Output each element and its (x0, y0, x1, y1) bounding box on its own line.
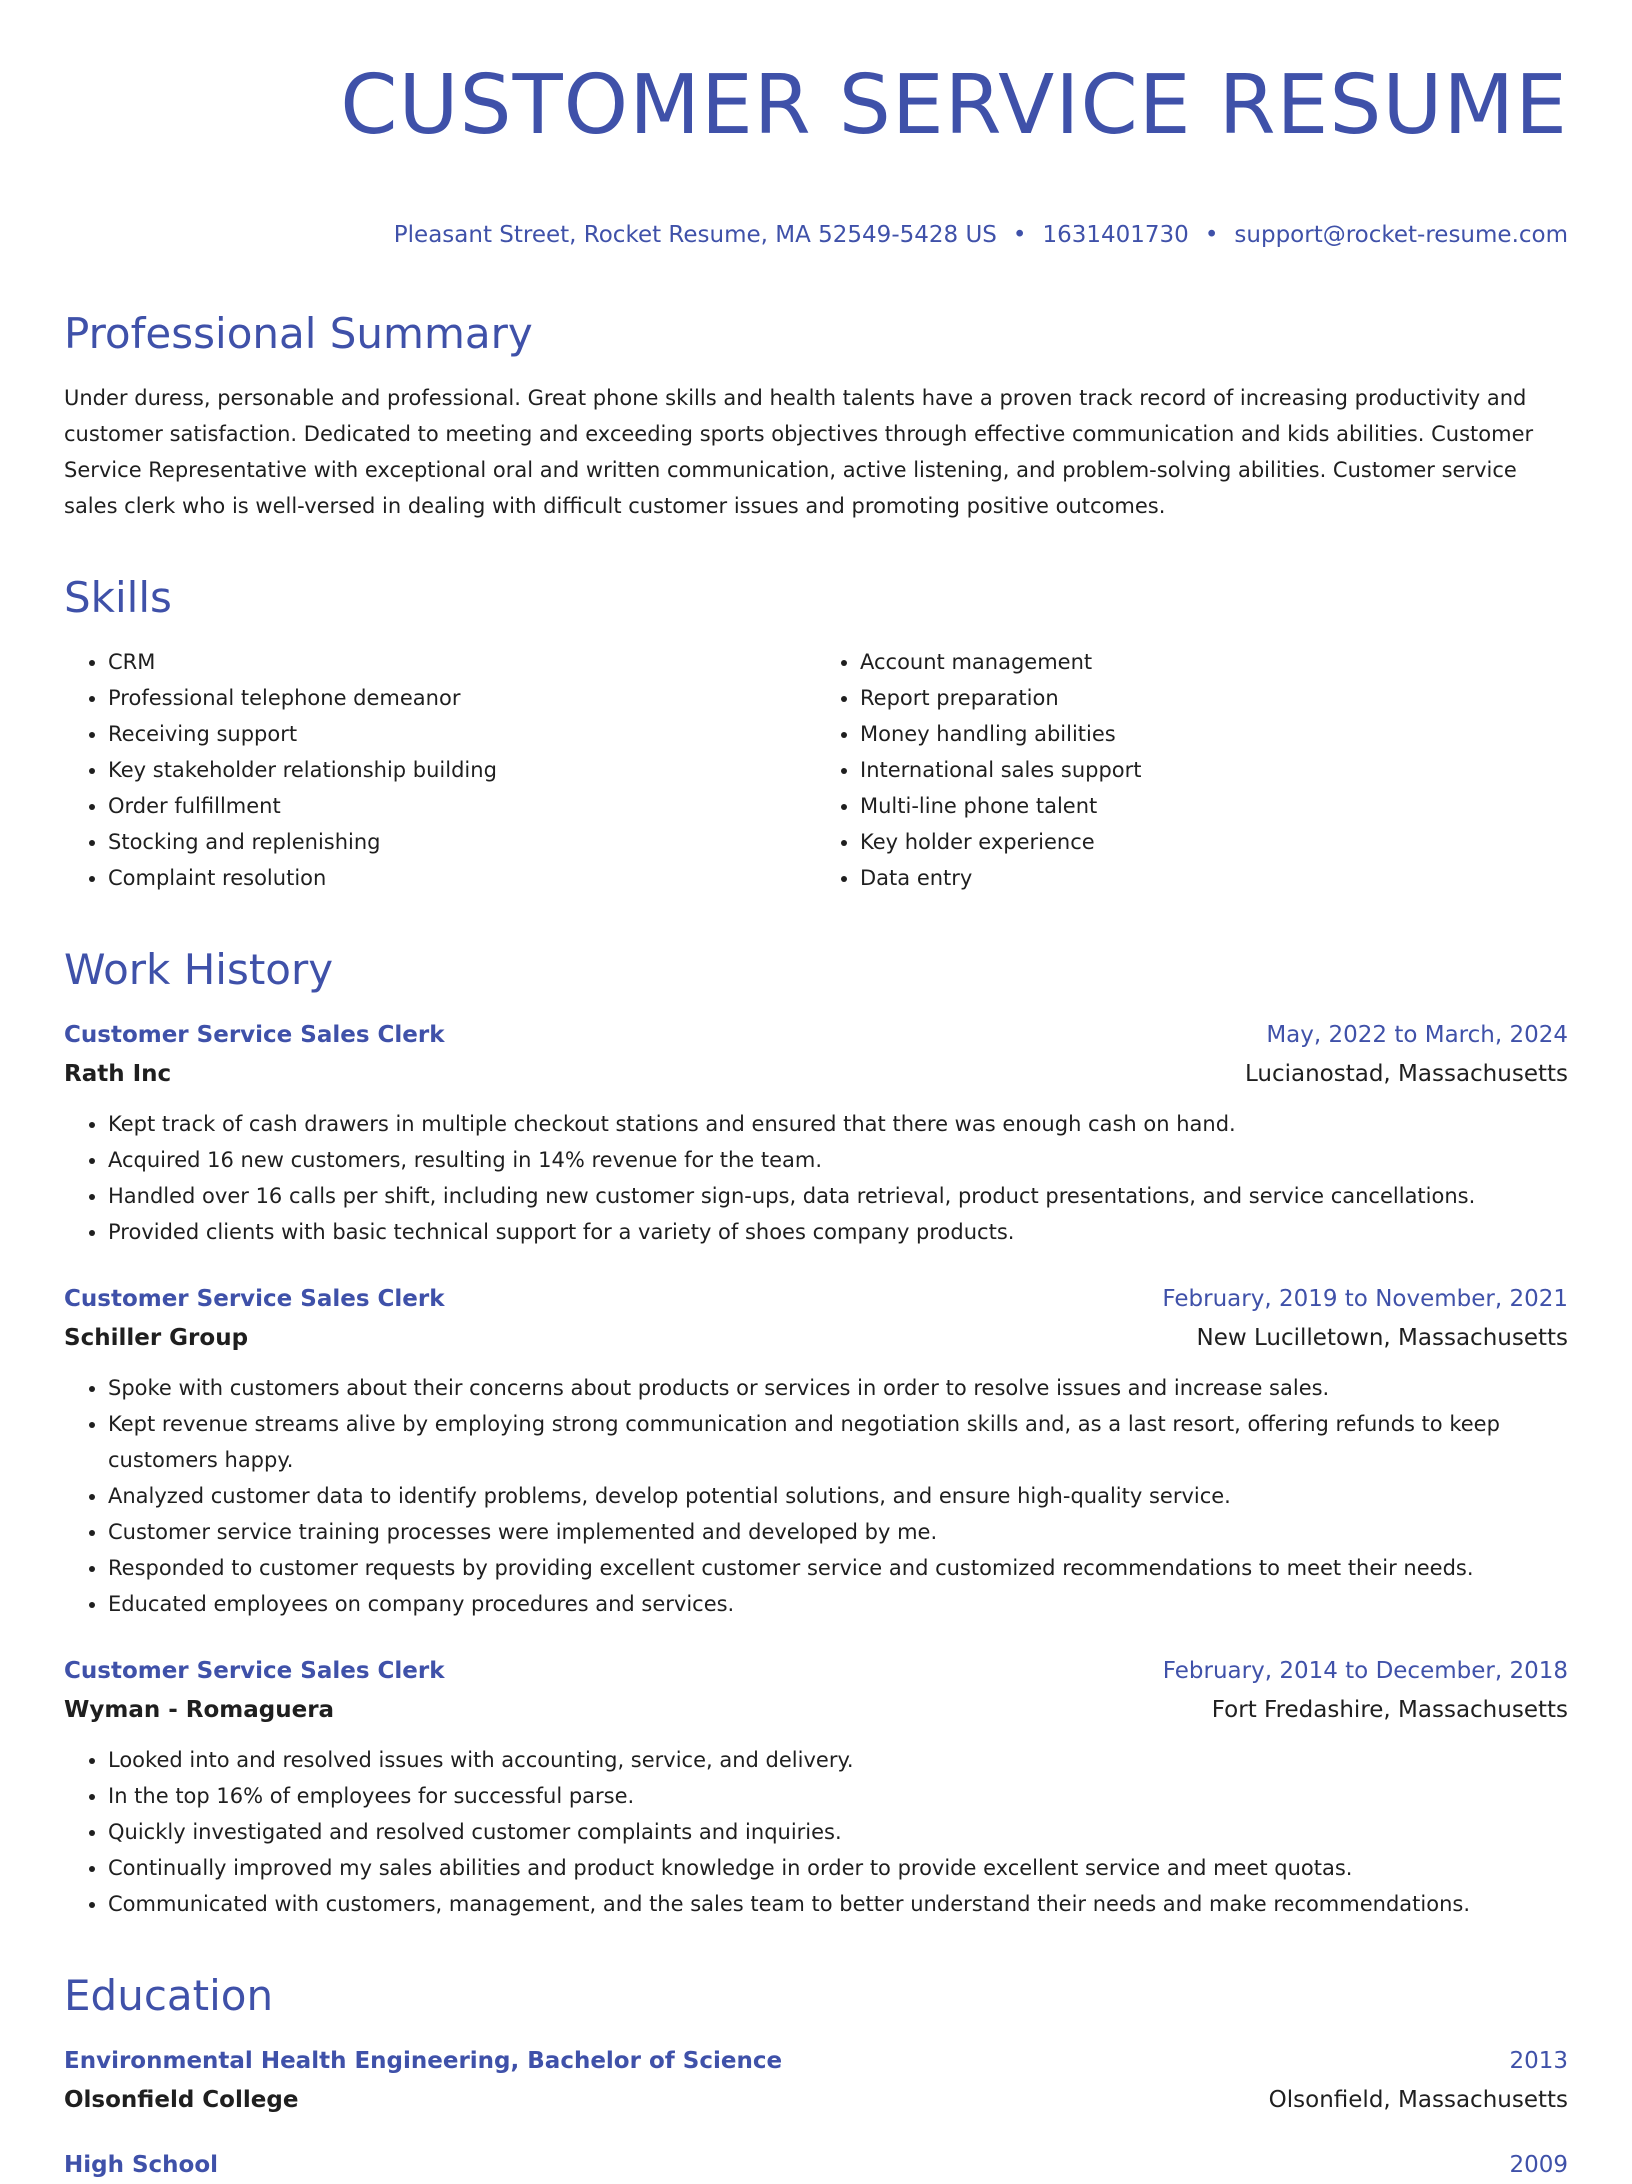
job-title: Customer Service Sales Clerk (64, 1286, 445, 1312)
summary-text: Under duress, personable and professional. Great phone skills and health talents have a proven track record of increasing productivity and customer satisfaction. Dedicated to meeting and exceeding sports objectives through effective communication and kids abilities. Customer Service Representative with exceptional oral and written communication, active listening, and problem-solving abilities. Customer service sales clerk who is well-versed in dealing with difficult customer issues and promoting positive outcomes. (64, 386, 1534, 518)
job-bullet: • Educated employees on company procedures and services. (108, 1586, 1568, 1622)
skill-item: • Complaint resolution (108, 860, 816, 896)
address: Pleasant Street, Rocket Resume, MA 52549-5428 US (393, 222, 997, 248)
skill-item: • Professional telephone demeanor (108, 680, 816, 716)
job-bullet: • In the top 16% of employees for successful parse. (108, 1778, 1568, 1814)
skills-list-right (816, 644, 1568, 896)
education-heading: Education (64, 1971, 274, 2020)
education-entry (64, 2042, 1568, 2120)
job-dates: February, 2019 to November, 2021 (1162, 1286, 1568, 1312)
job-bullet: • Provided clients with basic technical support for a variety of shoes company products. (108, 1214, 1568, 1250)
job-dates: February, 2014 to December, 2018 (1162, 1658, 1568, 1684)
job-location: Lucianostad, Massachusetts (1244, 1061, 1568, 1087)
skill-item: • Stocking and replenishing (108, 824, 816, 860)
job-bullet: • Analyzed customer data to identify problems, develop potential solutions, and ensure high-quality service. (108, 1478, 1568, 1514)
job-bullet: • Quickly investigated and resolved customer complaints and inquiries. (108, 1814, 1568, 1850)
skill-item: • Order fulfillment (108, 788, 816, 824)
skill-item: • International sales support (860, 752, 1568, 788)
summary-section (64, 308, 1568, 524)
skill-item: • Data entry (860, 860, 1568, 896)
skill-item: • CRM (108, 644, 816, 680)
education-year: 2013 (1509, 2048, 1568, 2074)
job-bullet: • Kept revenue streams alive by employing strong communication and negotiation skills and, as a last resort, offering refunds to keep customers happy. (108, 1406, 1568, 1478)
skill-item: • Account management (860, 644, 1568, 680)
job-title: Customer Service Sales Clerk (64, 1022, 445, 1048)
separator: • (1204, 222, 1219, 248)
job-bullets (64, 1106, 1568, 1250)
job-bullets (64, 1742, 1568, 1922)
phone: 1631401730 (1042, 222, 1189, 248)
job-dates: May, 2022 to March, 2024 (1266, 1022, 1568, 1048)
degree: Environmental Health Engineering, Bachelor of Science (64, 2048, 783, 2074)
school-name: Olsonfield College (64, 2087, 299, 2113)
job-entry (64, 1280, 1568, 1622)
job-company: Rath Inc (64, 1061, 172, 1087)
work-section (64, 944, 1568, 1922)
job-company: Schiller Group (64, 1325, 249, 1351)
education-section (64, 1970, 1568, 2184)
job-location: New Lucilletown, Massachusetts (1196, 1325, 1568, 1351)
job-bullet: • Continually improved my sales abilities and product knowledge in order to provide excellent service and meet quotas. (108, 1850, 1568, 1886)
job-bullet: • Kept track of cash drawers in multiple checkout stations and ensured that there was enough cash on hand. (108, 1106, 1568, 1142)
skills-section (64, 572, 1568, 896)
work-heading: Work History (64, 945, 334, 994)
job-entry (64, 1652, 1568, 1922)
skill-item: • Key holder experience (860, 824, 1568, 860)
skill-item: • Receiving support (108, 716, 816, 752)
skill-item: • Multi-line phone talent (860, 788, 1568, 824)
skills-columns (64, 644, 1568, 896)
email: support@rocket-resume.com (1234, 222, 1568, 248)
job-company: Wyman - Romaguera (64, 1697, 335, 1723)
job-bullet: • Spoke with customers about their concerns about products or services in order to resolve issues and increase sales. (108, 1370, 1568, 1406)
separator: • (1012, 222, 1027, 248)
summary-heading: Professional Summary (64, 309, 533, 358)
job-bullet: • Looked into and resolved issues with accounting, service, and delivery. (108, 1742, 1568, 1778)
skills-list-left (64, 644, 816, 896)
job-bullet: • Communicated with customers, management, and the sales team to better understand their needs and make recommendations. (108, 1886, 1568, 1922)
degree: High School (64, 2152, 219, 2178)
job-title: Customer Service Sales Clerk (64, 1658, 445, 1684)
job-bullets (64, 1370, 1568, 1622)
job-bullet: • Acquired 16 new customers, resulting in 14% revenue for the team. (108, 1142, 1568, 1178)
education-year: 2009 (1509, 2152, 1568, 2178)
skills-heading: Skills (64, 573, 172, 622)
school-location: Olsonfield, Massachusetts (1268, 2087, 1568, 2113)
job-bullet: • Customer service training processes were implemented and developed by me. (108, 1514, 1568, 1550)
job-entry (64, 1016, 1568, 1250)
job-bullet: • Responded to customer requests by providing excellent customer service and customized recommendations to meet their needs. (108, 1550, 1568, 1586)
resume-name: CUSTOMER SERVICE RESUME (340, 58, 1568, 153)
skill-item: • Money handling abilities (860, 716, 1568, 752)
skill-item: • Key stakeholder relationship building (108, 752, 816, 788)
education-entry (64, 2146, 1568, 2184)
job-location: Fort Fredashire, Massachusetts (1211, 1697, 1568, 1723)
skill-item: • Report preparation (860, 680, 1568, 716)
contact-line (64, 220, 1568, 250)
job-bullet: • Handled over 16 calls per shift, including new customer sign-ups, data retrieval, product presentations, and service cancellations. (108, 1178, 1568, 1214)
